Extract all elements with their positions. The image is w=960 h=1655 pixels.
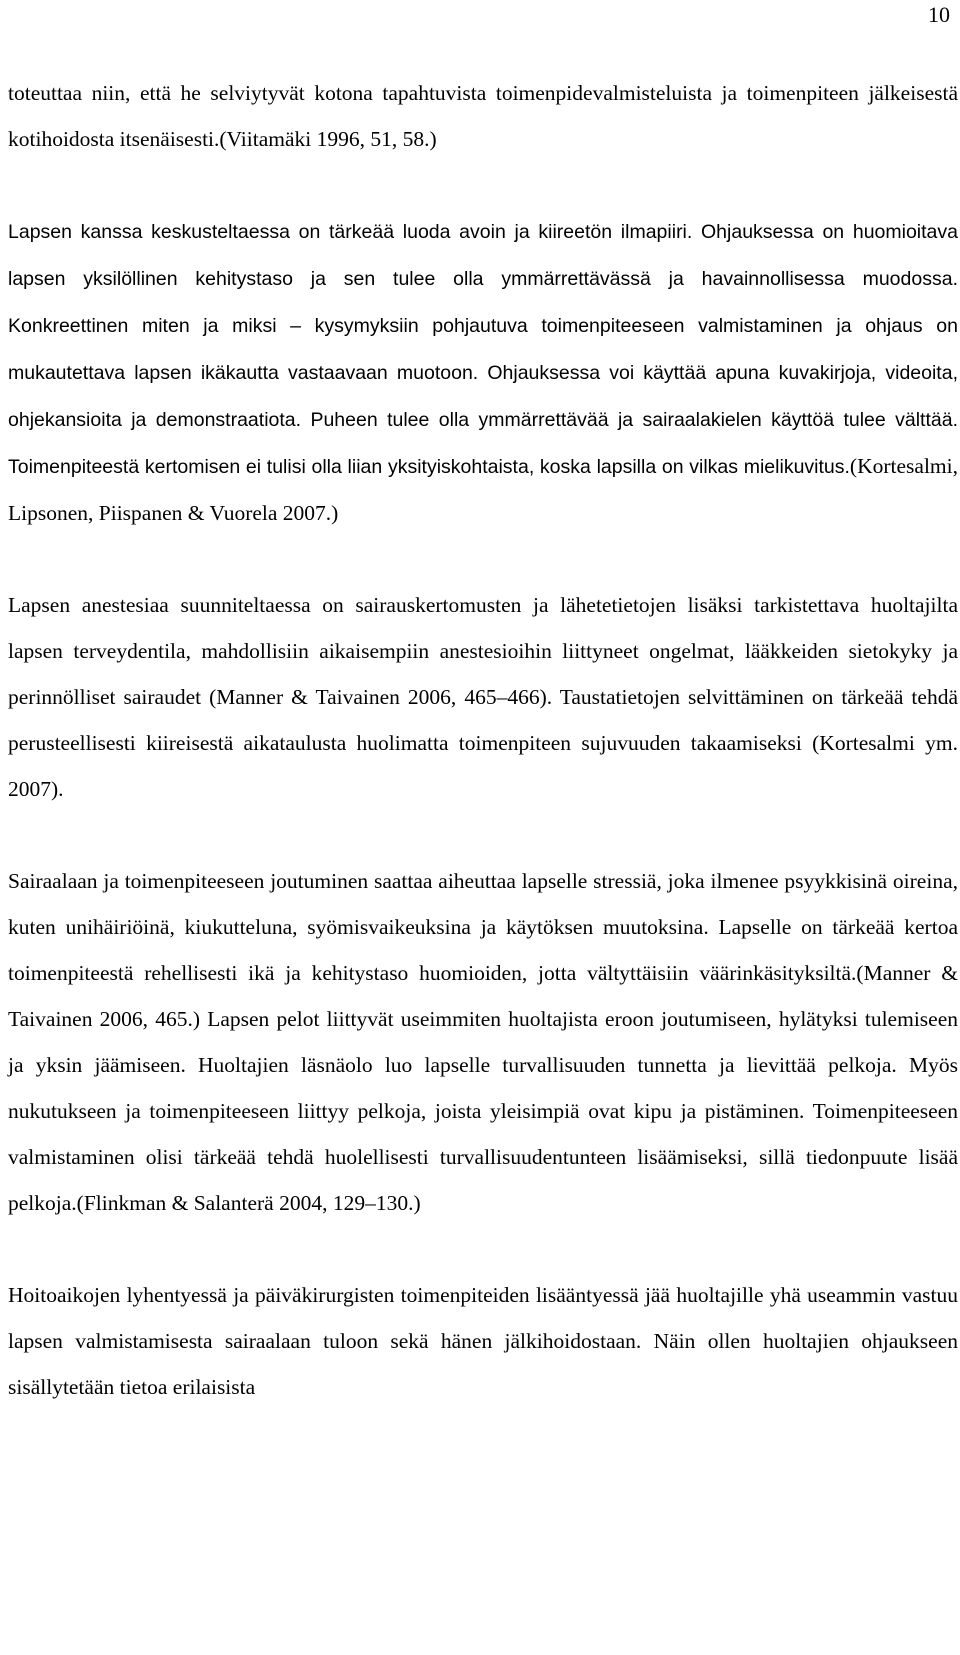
paragraph-2-text: Lapsen kanssa keskusteltaessa on tärkeää luoda avoin ja kiireetön ilmapiiri. Ohjauksessa on huomioitava lapsen yksilöllinen kehitystaso ja sen tulee olla ymmärrettävässä ja havainnollisessa muodossa. Konkreettinen miten ja miksi – kysymyksiin pohjautuva toimenpiteeseen valmistaminen ja ohjaus on mukautettava lapsen ikäkautta vastaavaan muotoon. Ohjauksessa voi käyttää apuna kuvakirjoja, videoita, ohjekansioita ja demonstraatiota. Puheen tulee olla ymmärrettävää ja sairaalakielen käyttöä tulee välttää. Toimenpiteestä kertomisen ei tulisi olla liian yksityiskohtaista, koska lapsilla on vilkas mielikuvitus. xyxy=(8,221,958,478)
paragraph-1 xyxy=(8,70,958,162)
paragraph-2 xyxy=(8,208,958,536)
paragraph-4 xyxy=(8,858,958,1226)
paragraph-3 xyxy=(8,582,958,812)
paragraph-5 xyxy=(8,1272,958,1410)
paragraph-4-text: Sairaalaan ja toimenpiteeseen joutuminen saattaa aiheuttaa lapselle stressiä, joka ilmenee psyykkisinä oireina, kuten unihäiriöinä, kiukutteluna, syömisvaikeuksina ja käytöksen muutoksina. Lapselle on tärkeää kertoa toimenpiteestä rehellisesti ikä ja kehitystaso huomioiden, jotta vältyttäisiin väärinkäsityksiltä.(Manner & Taivainen 2006, 465.) Lapsen pelot liittyvät useimmiten huoltajista eroon joutumiseen, hylätyksi tulemiseen ja yksin jäämiseen. Huoltajien läsnäolo luo lapselle turvallisuuden tunnetta ja lievittää pelkoja. Myös nukutukseen ja toimenpiteeseen liittyy pelkoja, joista yleisimpiä ovat kipu ja pistäminen. Toimenpiteeseen valmistaminen olisi tärkeää tehdä huolellisesti turvallisuudentunteen lisäämiseksi, sillä tiedonpuute lisää pelkoja.(Flinkman & Salanterä 2004, 129–130.) xyxy=(8,869,958,1215)
paragraph-2-citation: (Kortesalmi, Lipsonen, Piispanen & Vuorela 2007.) xyxy=(8,454,958,525)
page-number: 10 xyxy=(928,2,950,27)
paragraph-1-text: toteuttaa niin, että he selviytyvät kotona tapahtuvista toimenpidevalmisteluista ja toimenpiteen jälkeisestä kotihoidosta itsenäisesti.(Viitamäki 1996, 51, 58.) xyxy=(8,81,958,151)
document-body xyxy=(8,70,958,1410)
paragraph-3-text: Lapsen anestesiaa suunniteltaessa on sairauskertomusten ja lähetetietojen lisäksi tarkistettava huoltajilta lapsen terveydentila, mahdollisiin aikaisempiin anestesioihin liittyneet ongelmat, lääkkeiden sietokyky ja perinnölliset sairaudet (Manner & Taivainen 2006, 465–466). Taustatietojen selvittäminen on tärkeää tehdä perusteellisesti kiireisestä aikataulusta huolimatta toimenpiteen sujuvuuden takaamiseksi (Kortesalmi ym. 2007). xyxy=(8,593,958,801)
paragraph-5-text: Hoitoaikojen lyhentyessä ja päiväkirurgisten toimenpiteiden lisääntyessä jää huoltajille yhä useammin vastuu lapsen valmistamisesta sairaalaan tuloon sekä hänen jälkihoidostaan. Näin ollen huoltajien ohjaukseen sisällytetään tietoa erilaisista xyxy=(8,1283,958,1399)
